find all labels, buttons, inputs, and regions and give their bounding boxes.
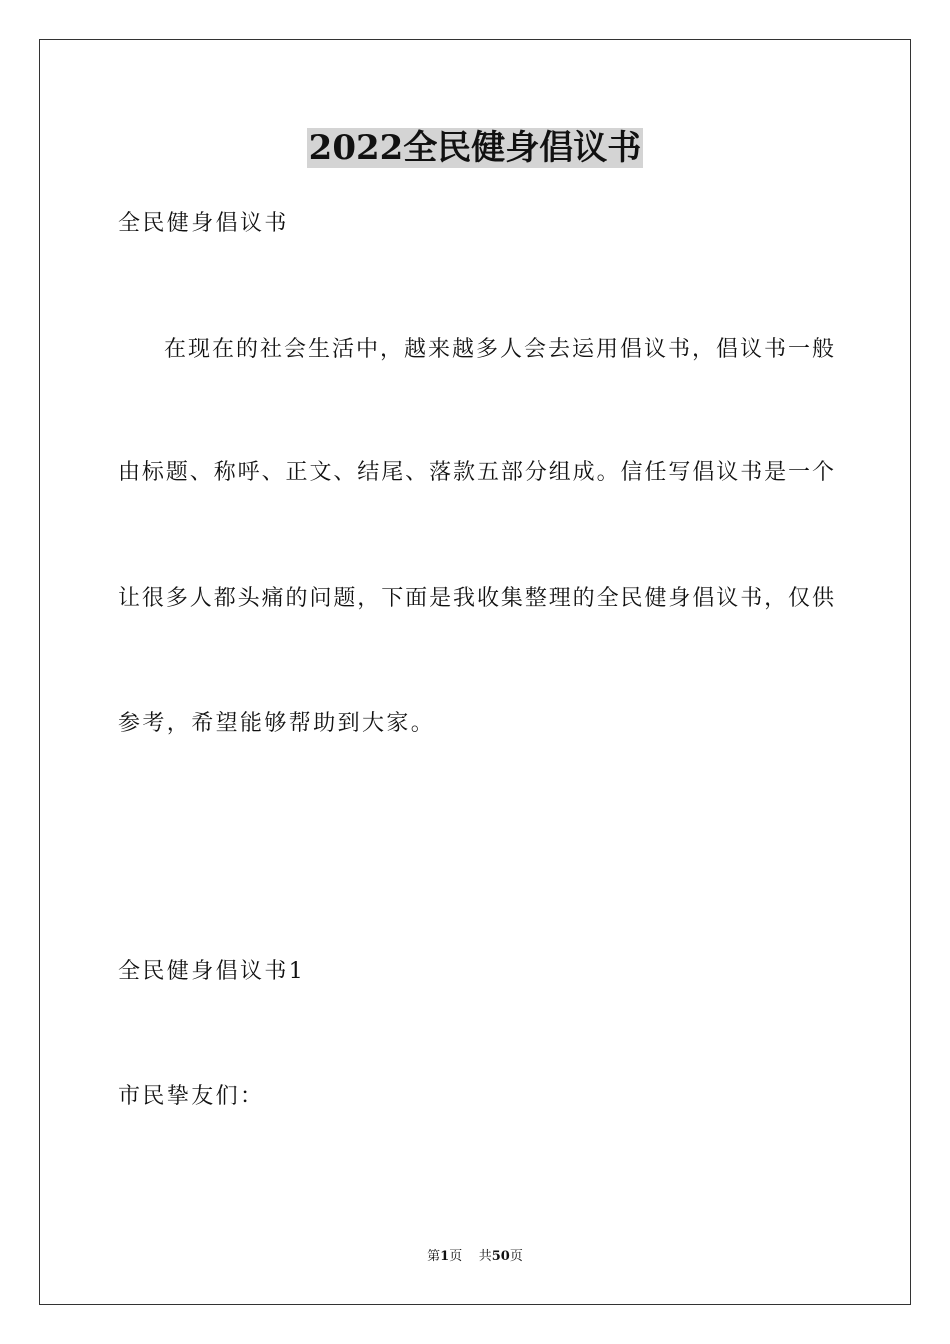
footer-page-suffix: 页 (449, 1249, 463, 1264)
document-title (0, 126, 950, 170)
intro-line-2: 由标题、称呼、正文、结尾、落款五部分组成。信任写倡议书是一个 (118, 460, 834, 485)
document-title-text: 2022全民健身倡议书 (308, 128, 642, 168)
intro-line-4: 参考，希望能够帮助到大家。 (118, 711, 436, 736)
footer-total-prefix: 共 (478, 1249, 492, 1264)
footer-page-prefix: 第 (427, 1249, 441, 1264)
section-heading: 全民健身倡议书1 (118, 959, 306, 984)
intro-line-3: 让很多人都头痛的问题，下面是我收集整理的全民健身倡议书，仅供 (118, 586, 834, 611)
page-footer (0, 1248, 950, 1266)
document-subtitle: 全民健身倡议书 (118, 211, 289, 236)
footer-total-pages: 50 (491, 1249, 510, 1264)
intro-line-1: 在现在的社会生活中，越来越多人会去运用倡议书，倡议书一般 (164, 337, 834, 362)
salutation: 市民挚友们： (118, 1084, 265, 1109)
footer-total-suffix: 页 (509, 1249, 523, 1264)
footer-page-number: 1 (440, 1249, 450, 1264)
